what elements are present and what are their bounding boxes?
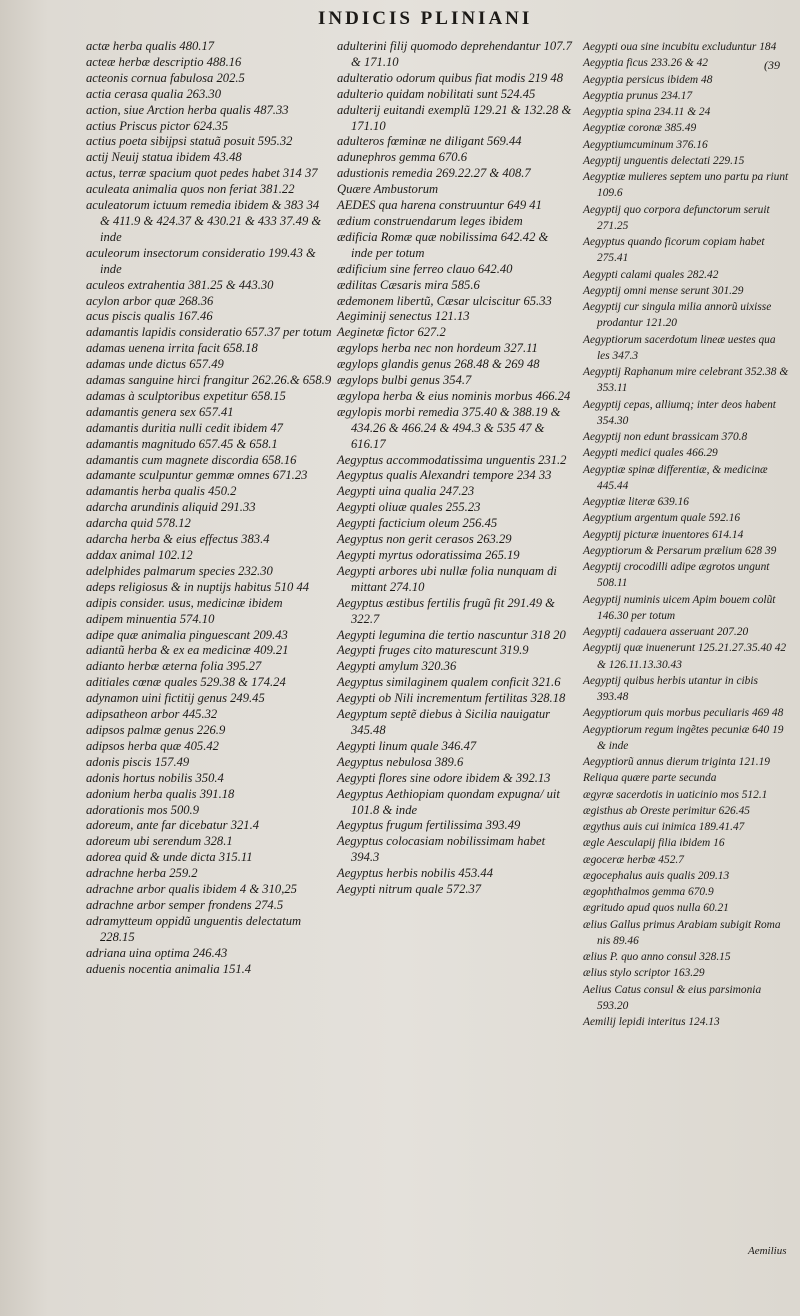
index-entry: Aegyptum septẽ diebus à Sicilia nauigatur 345.48 [337, 707, 551, 737]
index-entry: adynamon uini fictitij genus 249.45 [86, 691, 265, 706]
index-entry: Aegyptus nebulosa 389.6 [337, 754, 464, 769]
index-entry: Aegyptia persicus ibidem 48 [583, 73, 713, 86]
index-entry: Aegyptij quæ inuenerunt 125.21.27.35.40 42 & 126.11.13.30.43 [583, 642, 787, 671]
index-entry: aculeos extrahentia 381.25 & 443.30 [86, 277, 274, 292]
index-entry: ægisthus ab Oreste perimitur 626.45 [583, 804, 750, 817]
index-entry: Aemilij lepidi interitus 124.13 [583, 1016, 720, 1028]
index-entry: adoreum, ante far dicebatur 321.4 [86, 818, 260, 833]
index-entry: adulteros fœminæ ne diligant 569.44 [337, 134, 522, 149]
index-entry: Aegypti uina qualia 247.23 [337, 484, 475, 499]
index-entry: Aegyptij numinis uicem Apim bouem colũt 146.30 per totum [583, 593, 776, 622]
index-entry: Aegyptus æstibus fertilis frugũ fit 291.49 & 322.7 [337, 595, 555, 626]
index-entry: adriana uina optima 246.43 [86, 945, 228, 960]
index-entry: Aegyptia spina 234.11 & 24 [583, 106, 711, 118]
index-entry: adoreum ubi serendum 328.1 [86, 834, 233, 849]
index-entry: actius Priscus pictor 624.35 [86, 118, 229, 133]
index-entry: Aegyptus colocasiam nobilissimam habet 394.3 [337, 834, 546, 865]
index-entry: Aegyptus qualis Alexandri tempore 234 33 [337, 468, 552, 483]
index-entry: adulterij euitandi exemplũ 129.21 & 132.28 & 171.10 [337, 102, 572, 133]
index-entry: ægritudo apud quos nulla 60.21 [583, 902, 729, 915]
index-entry: Aegyptiorum quis morbus peculiaris 469 48 [583, 707, 784, 720]
index-entry: adarcha herba & eius effectus 383.4 [86, 532, 270, 547]
index-entry: adamas à sculptoribus expetitur 658.15 [86, 388, 286, 403]
index-entry: actius poeta sibijpsi statuã posuit 595.32 [86, 134, 293, 149]
index-entry: adipsos herba quæ 405.42 [86, 738, 219, 753]
index-entry: adamantis magnitudo 657.45 & 658.1 [86, 436, 278, 451]
index-entry: action, siue Arction herba qualis 487.33 [86, 102, 289, 117]
index-entry: Aegyptiorum & Persarum prælium 628 39 [583, 544, 777, 557]
index-entry: ædemonem libertũ, Cæsar ulciscitur 65.33 [337, 293, 552, 308]
index-entry: ægylops glandis genus 268.48 & 269 48 [337, 357, 540, 372]
index-entry: ædilitas Cæsaris mira 585.6 [337, 277, 480, 292]
index-entry: adipe quæ animalia pinguescant 209.43 [86, 627, 288, 642]
index-entry: adamante sculpuntur gemmæ omnes 671.23 [86, 468, 308, 483]
index-entry: adipem minuentia 574.10 [86, 611, 215, 626]
index-entry: Aegypti ob Nili incrementum fertilitas 328.18 [337, 691, 566, 706]
index-entry: ægophthalmos gemma 670.9 [583, 886, 714, 898]
index-entry: adamas unde dictus 657.49 [86, 357, 224, 372]
index-entry: adunephros gemma 670.6 [337, 150, 468, 165]
index-entry: acylon arbor quæ 268.36 [86, 293, 214, 308]
index-entry: Aeginetæ fictor 627.2 [337, 325, 446, 340]
index-entry: Aegyptij quibus herbis utantur in cibis 393.48 [583, 674, 758, 703]
index-entry: adamantis duritia nulli cedit ibidem 47 [86, 420, 283, 435]
index-entry: ægylopa herba & eius nominis morbus 466.24 [337, 388, 571, 403]
index-entry: adorationis mos 500.9 [86, 802, 200, 817]
index-entry: actia cerasa qualia 263.30 [86, 86, 222, 101]
index-entry: Aegyptiæ coronæ 385.49 [583, 122, 697, 135]
index-entry: acus piscis qualis 167.46 [86, 309, 213, 324]
index-entry: adulterio quidam nobilitati sunt 524.45 [337, 86, 536, 101]
index-entry: ægylopis morbi remedia 375.40 & 388.19 & 434.26 & 466.24 & 494.3 & 535 47 & 616.17 [337, 404, 561, 451]
index-entry: adamas uenena irrita facit 658.18 [86, 341, 258, 356]
index-entry: Aegyptiæ mulieres septem uno partu pa riunt 109.6 [583, 171, 789, 200]
index-entry: Aegyptiorum regum ingẽtes pecuniæ 640 19 & inde [583, 723, 784, 752]
index-entry: Aegiminij senectus 121.13 [337, 309, 470, 324]
index-entry: Aegyptij picturæ inuentores 614.14 [583, 528, 744, 541]
index-entry: Aegypti calami quales 282.42 [583, 268, 719, 281]
index-entry: Aegypti flores sine odore ibidem & 392.13 [337, 770, 551, 785]
index-entry: adamas sanguine hirci frangitur 262.26.& 658.9 [86, 373, 332, 388]
index-entry: ædium construendarum leges ibidem [337, 213, 523, 228]
index-entry: aduenis nocentia animalia 151.4 [86, 961, 252, 976]
index-entry: acteonis cornua fabulosa 202.5 [86, 70, 245, 85]
index-entry: adrachne arbor semper frondens 274.5 [86, 897, 284, 912]
running-head: INDICIS PLINIANI [318, 8, 533, 29]
index-entry: Reliqua quære parte secunda [583, 772, 717, 785]
index-entry: Aegyptiorum sacerdotum lineæ uestes qua les 347.3 [583, 333, 776, 362]
index-entry: adamantis herba qualis 450.2 [86, 484, 237, 499]
index-entry: ædificia Romæ quæ nobilissima 642.42 & inde per totum [337, 229, 549, 260]
index-entry: Aegypti amylum 320.36 [337, 659, 457, 674]
index-entry: Aegypti medici quales 466.29 [583, 447, 718, 460]
index-entry: actæ herba qualis 480.17 [86, 39, 215, 53]
index-entry: ægyræ sacerdotis in uaticinio mos 512.1 [583, 788, 768, 801]
catchword: Aemilius [748, 1245, 787, 1257]
index-entry: adonis piscis 157.49 [86, 754, 190, 769]
index-entry: aculeorum insectorum consideratio 199.43 & inde [86, 245, 316, 276]
index-entry: Aegyptiorũ annus dierum triginta 121.19 [583, 756, 770, 768]
index-entry: Aegyptium argentum quale 592.16 [583, 512, 741, 525]
index-entry: Aegypti linum quale 346.47 [337, 738, 477, 753]
index-entry: Aegyptij quo corpora defunctorum seruit 271.25 [583, 203, 770, 232]
index-entry: ælius Gallus primus Arabiam subigit Roma nis 89.46 [583, 918, 781, 947]
index-entry: ægylops bulbi genus 354.7 [337, 373, 472, 388]
index-entry: Aegypti arbores ubi nullæ folia nunquam di mittant 274.10 [337, 563, 557, 594]
index-entry: Aegyptus similaginem qualem conficit 321.6 [337, 675, 561, 690]
index-entry: ædificium sine ferreo clauo 642.40 [337, 261, 513, 276]
index-column-middle [337, 39, 573, 898]
index-entry: adianto herbæ æterna folia 395.27 [86, 659, 262, 674]
index-entry: Aegyptiumcuminum 376.16 [583, 138, 708, 151]
index-entry: Aegyptiæ literæ 639.16 [583, 496, 689, 508]
index-entry: adipsos palmæ genus 226.9 [86, 722, 226, 737]
index-entry: adamantis cum magnete discordia 658.16 [86, 452, 297, 467]
index-entry: Aegyptiæ spinæ differentiæ, & medicinæ 445.44 [583, 463, 768, 492]
index-entry: Aegyptij cadauera asseruant 207.20 [583, 626, 749, 638]
index-entry: ælius stylo scriptor 163.29 [583, 967, 705, 980]
index-entry: ægle Aesculapij filia ibidem 16 [583, 837, 725, 850]
index-entry: AEDES qua harena construuntur 649 41 [337, 198, 542, 213]
index-entry: ægocephalus auis qualis 209.13 [583, 869, 730, 882]
index-entry: adarcha quid 578.12 [86, 516, 191, 531]
index-entry: Aegyptus non gerit cerasos 263.29 [337, 532, 512, 547]
index-entry: adelphides palmarum species 232.30 [86, 563, 273, 578]
index-entry: adarcha arundinis aliquid 291.33 [86, 500, 256, 515]
index-entry: Aegypti nitrum quale 572.37 [337, 882, 482, 897]
index-entry: Aegyptij cepas, alliumq; inter deos habent 354.30 [583, 398, 776, 427]
folio-number: (39 [764, 58, 780, 72]
index-entry: adulteratio odorum quibus fiat modis 219 48 [337, 70, 563, 85]
index-entry: Aegyptia ficus 233.26 & 42 [583, 57, 708, 70]
index-entry: ælius P. quo anno consul 328.15 [583, 951, 731, 963]
index-entry: adipsatheon arbor 445.32 [86, 707, 218, 722]
index-entry: Aegypti fruges cito maturescunt 319.9 [337, 643, 529, 658]
index-entry: Aegyptus quando ficorum copiam habet 275.41 [583, 236, 765, 265]
index-entry: Aegyptia prunus 234.17 [583, 89, 693, 102]
index-column-right [583, 39, 789, 1030]
index-entry: Aegyptij omni mense serunt 301.29 [583, 284, 744, 297]
index-entry: Aegypti legumina die tertio nascuntur 318 20 [337, 627, 566, 642]
index-entry: Aegyptij crocodilli adipe ægrotos ungunt 508.11 [583, 561, 770, 590]
index-entry: ægythus auis cui inimica 189.41.47 [583, 821, 745, 833]
index-entry: actij Neuij statua ibidem 43.48 [86, 150, 242, 165]
index-entry: Aegypti myrtus odoratissima 265.19 [337, 548, 520, 562]
index-entry: adustionis remedia 269.22.27 & 408.7 [337, 166, 531, 181]
index-entry: aculeatorum ictuum remedia ibidem & 383 34 & 411.9 & 424.37 & 430.21 & 433 37.49 & inde [86, 198, 322, 244]
index-entry: adonium herba qualis 391.18 [86, 786, 235, 801]
index-entry: adrachne herba 259.2 [86, 866, 198, 881]
index-entry: adipis consider. usus, medicinæ ibidem [86, 595, 283, 610]
index-entry: Aegyptus accommodatissima unguentis 231.2 [337, 452, 567, 467]
index-entry: acteæ herbæ descriptio 488.16 [86, 54, 242, 69]
index-entry: aculeata animalia quos non feriat 381.22 [86, 182, 295, 197]
index-entry: Aegyptus herbis nobilis 453.44 [337, 866, 494, 881]
index-entry: Aegypti oua sine incubitu excluduntur 184 [583, 41, 777, 53]
index-entry: Aelius Catus consul & eius parsimonia 593.20 [583, 983, 762, 1012]
index-entry: adamantis lapidis consideratio 657.37 per totum [86, 325, 332, 340]
index-entry: aditiales cœnæ quales 529.38 & 174.24 [86, 675, 286, 690]
index-entry: adonis hortus nobilis 350.4 [86, 770, 224, 785]
index-entry: Aegyptij cur singula milia annorũ uixisse prodantur 121.20 [583, 301, 772, 330]
index-entry: Aegyptus Aethiopiam quondam expugna/ uit 101.8 & inde [337, 786, 560, 817]
index-entry: Aegyptus frugum fertilissima 393.49 [337, 818, 521, 833]
index-entry: Aegypti facticium oleum 256.45 [337, 516, 498, 531]
index-entry: adorea quid & unde dicta 315.11 [86, 850, 253, 865]
index-entry: addax animal 102.12 [86, 548, 193, 562]
index-column-left [86, 39, 332, 977]
index-entry: adiantũ herba & ex ea medicinæ 409.21 [86, 643, 289, 658]
index-entry: Aegyptij unguentis delectati 229.15 [583, 154, 745, 167]
index-entry: adramytteum oppidũ unguentis delectatum 228.15 [86, 913, 302, 944]
index-entry: adamantis genera sex 657.41 [86, 404, 234, 419]
index-entry: Aegyptij Raphanum mire celebrant 352.38 & 353.11 [583, 366, 789, 395]
index-entry: adulterini filij quomodo deprehendantur 107.7 & 171.10 [337, 39, 572, 69]
index-entry: Aegypti oliuæ quales 255.23 [337, 500, 481, 515]
index-entry: Quære Ambustorum [337, 182, 439, 197]
index-entry: actus, terræ spacium quot pedes habet 314 37 [86, 166, 318, 181]
index-entry: adeps religiosus & in nuptijs habitus 510 44 [86, 579, 310, 594]
index-entry: adrachne arbor qualis ibidem 4 & 310,25 [86, 882, 297, 897]
index-entry: ægylops herba nec non hordeum 327.11 [337, 341, 538, 356]
index-entry: Aegyptij non edunt brassicam 370.8 [583, 431, 748, 443]
index-entry: ægoceræ herbæ 452.7 [583, 853, 684, 866]
